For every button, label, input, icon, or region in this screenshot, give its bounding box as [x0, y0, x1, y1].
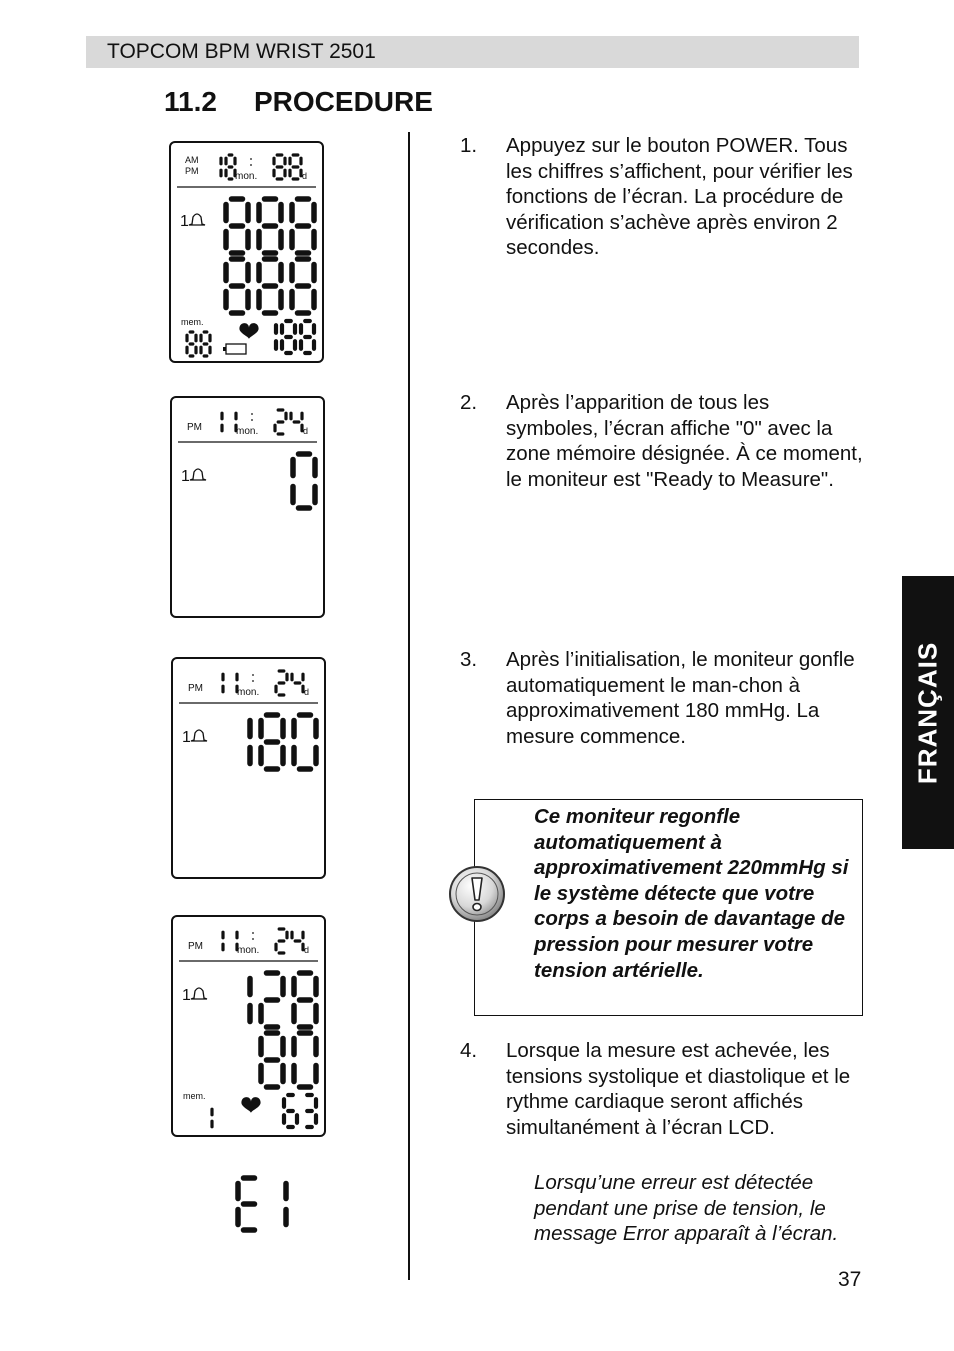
step-number: 1. [460, 134, 478, 157]
document-header: TOPCOM BPM WRIST 2501 [107, 40, 376, 63]
month-label: mon. [237, 945, 260, 956]
lcd-error-display [228, 1172, 308, 1236]
error-letter [238, 1178, 255, 1230]
column-divider [408, 132, 410, 1280]
page-number: 37 [838, 1268, 862, 1291]
lcd-screen-result [171, 915, 326, 1137]
step-text: Appuyez sur le bouton POWER. Tous les chiffres s’affichent, pour vérifier les fonctions de l’écran. La procédure de vérification s’achève après environ 2 secondes. [506, 134, 853, 260]
lcd-screen-ready [170, 396, 325, 618]
pm-label: PM [188, 941, 203, 952]
memory-label: mem. [181, 317, 204, 327]
note-text: Ce moniteur regonfle automatiquement à approximativement 220mmHg si le système détecte que votre corps a besoin de davantage de pression pour mesurer votre tension artérielle. [534, 805, 849, 982]
step-text: Après l’initialisation, le moniteur gonfle automatiquement le man-chon à approximativement 180 mmHg. La mesure commence. [506, 648, 855, 748]
section-title [164, 86, 433, 118]
step-number: 4. [460, 1039, 478, 1062]
step-text: Après l’apparition de tous les symboles, l’écran affiche "0" avec la zone mémoire désignée. À ce moment, le moniteur est "Ready to Measure". [506, 391, 863, 491]
day-label: d [304, 945, 310, 955]
am-label: AM [185, 155, 199, 165]
day-label: d [304, 687, 310, 697]
language-tab-label: FRANÇAIS [912, 641, 943, 784]
step-number: 2. [460, 391, 478, 414]
pm-label: PM [185, 166, 199, 176]
section-number: 11.2 [164, 86, 217, 117]
error-note: Lorsqu’une erreur est détectée pendant une prise de tension, le message Error apparaît à l’écran. [534, 1171, 839, 1246]
day-label: d [302, 171, 308, 181]
pm-label: PM [188, 683, 203, 694]
day-label: d [303, 426, 309, 436]
lcd-screen-inflating [171, 657, 326, 879]
user-number: 1 [180, 213, 189, 230]
month-label: mon. [235, 171, 258, 182]
user-number: 1 [181, 468, 190, 485]
user-number: 1 [182, 729, 191, 746]
step-text: Lorsque la mesure est achevée, les tensions systolique et diastolique et le rythme cardiaque seront affichés simultanément à l’écran LCD. [506, 1039, 851, 1139]
pm-label: PM [187, 422, 202, 433]
section-heading: PROCEDURE [254, 86, 433, 117]
step-number: 3. [460, 648, 478, 671]
lcd-screen-all-segments [169, 141, 324, 363]
user-number: 1 [182, 987, 191, 1004]
memory-label: mem. [183, 1091, 206, 1101]
exclamation-icon [448, 865, 506, 923]
language-tab [902, 576, 954, 849]
month-label: mon. [237, 687, 260, 698]
month-label: mon. [236, 426, 259, 437]
